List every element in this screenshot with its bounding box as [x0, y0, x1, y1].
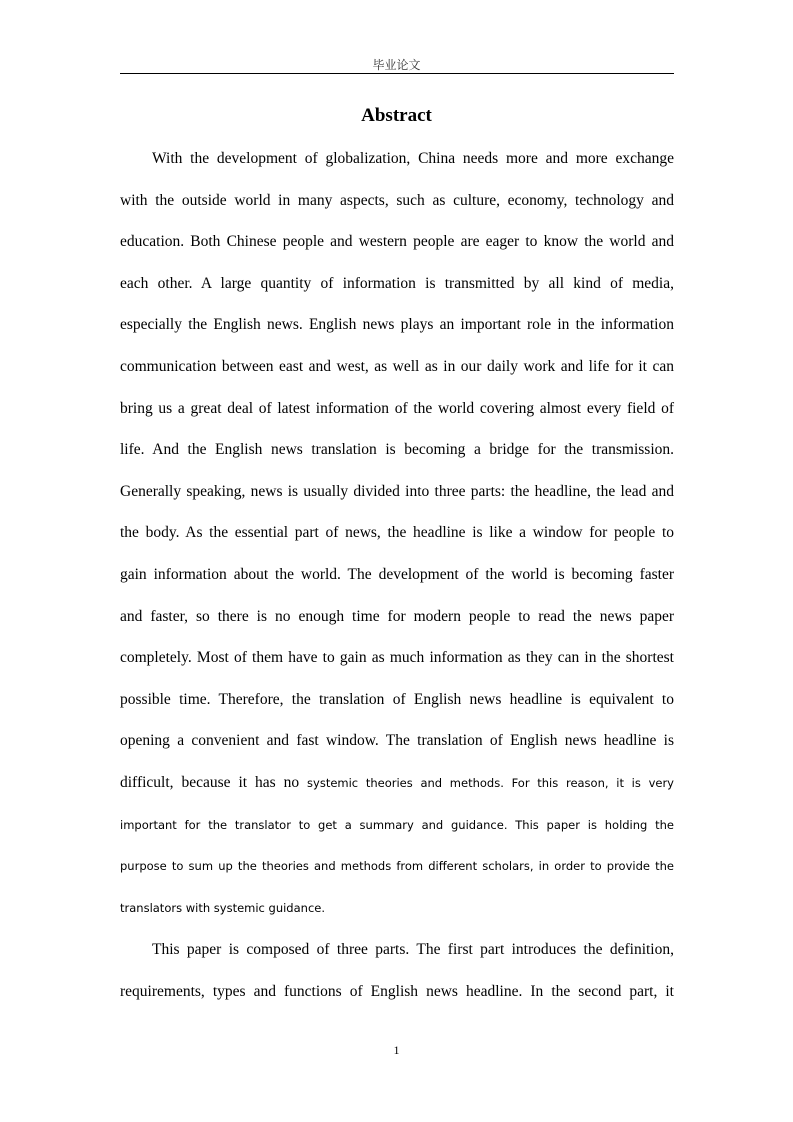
text-line: completely. Most of them have to gain as much information as they can in the shortest — [120, 649, 674, 667]
paragraph-1 — [120, 138, 674, 929]
sans-segment: systemic theories and methods. For this reason, it is very — [307, 775, 674, 790]
text-line: education. Both Chinese people and western people are eager to know the world and — [120, 233, 674, 251]
text-line: gain information about the world. The development of the world is becoming faster — [120, 565, 674, 583]
text-line: purpose to sum up the theories and methods from different scholars, in order to provide the — [120, 859, 674, 874]
paragraph-2 — [120, 929, 674, 1012]
header-rule — [120, 73, 674, 74]
text-line: With the development of globalization, China needs more and more exchange — [152, 150, 674, 167]
text-line: translators with systemic guidance. — [120, 900, 326, 915]
text-line: and faster, so there is no enough time for modern people to read the news paper — [120, 607, 674, 625]
text-line: requirements, types and functions of English news headline. In the second part, it — [120, 982, 674, 1000]
abstract-title: Abstract — [361, 105, 432, 126]
text-line: bring us a great deal of latest information of the world covering almost every field of — [120, 399, 674, 417]
text-line: the body. As the essential part of news, the headline is like a window for people to — [120, 524, 674, 542]
abstract-body — [120, 138, 674, 1012]
text-line: This paper is composed of three parts. The first part introduces the definition, — [152, 941, 674, 959]
page-number: 1 — [393, 1043, 400, 1057]
text-line: each other. A large quantity of information is transmitted by all kind of media, — [120, 274, 674, 292]
text-line: possible time. Therefore, the translation of English news headline is equivalent to — [120, 690, 674, 708]
text-line: communication between east and west, as well as in our daily work and life for it can — [120, 357, 674, 375]
text-line: with the outside world in many aspects, such as culture, economy, technology and — [120, 191, 674, 209]
mixed-font-line — [120, 762, 674, 805]
text-line: opening a convenient and fast window. The translation of English news headline is — [120, 732, 674, 750]
text-line: life. And the English news translation is becoming a bridge for the transmission. — [120, 441, 674, 459]
header-text: 毕业论文 — [372, 58, 421, 72]
text-line: important for the translator to get a summary and guidance. This paper is holding the — [120, 817, 674, 832]
text-line: especially the English news. English news plays an important role in the information — [120, 316, 674, 334]
text-line: Generally speaking, news is usually divided into three parts: the headline, the lead and — [120, 482, 674, 500]
serif-segment: difficult, because it has no — [120, 773, 308, 791]
